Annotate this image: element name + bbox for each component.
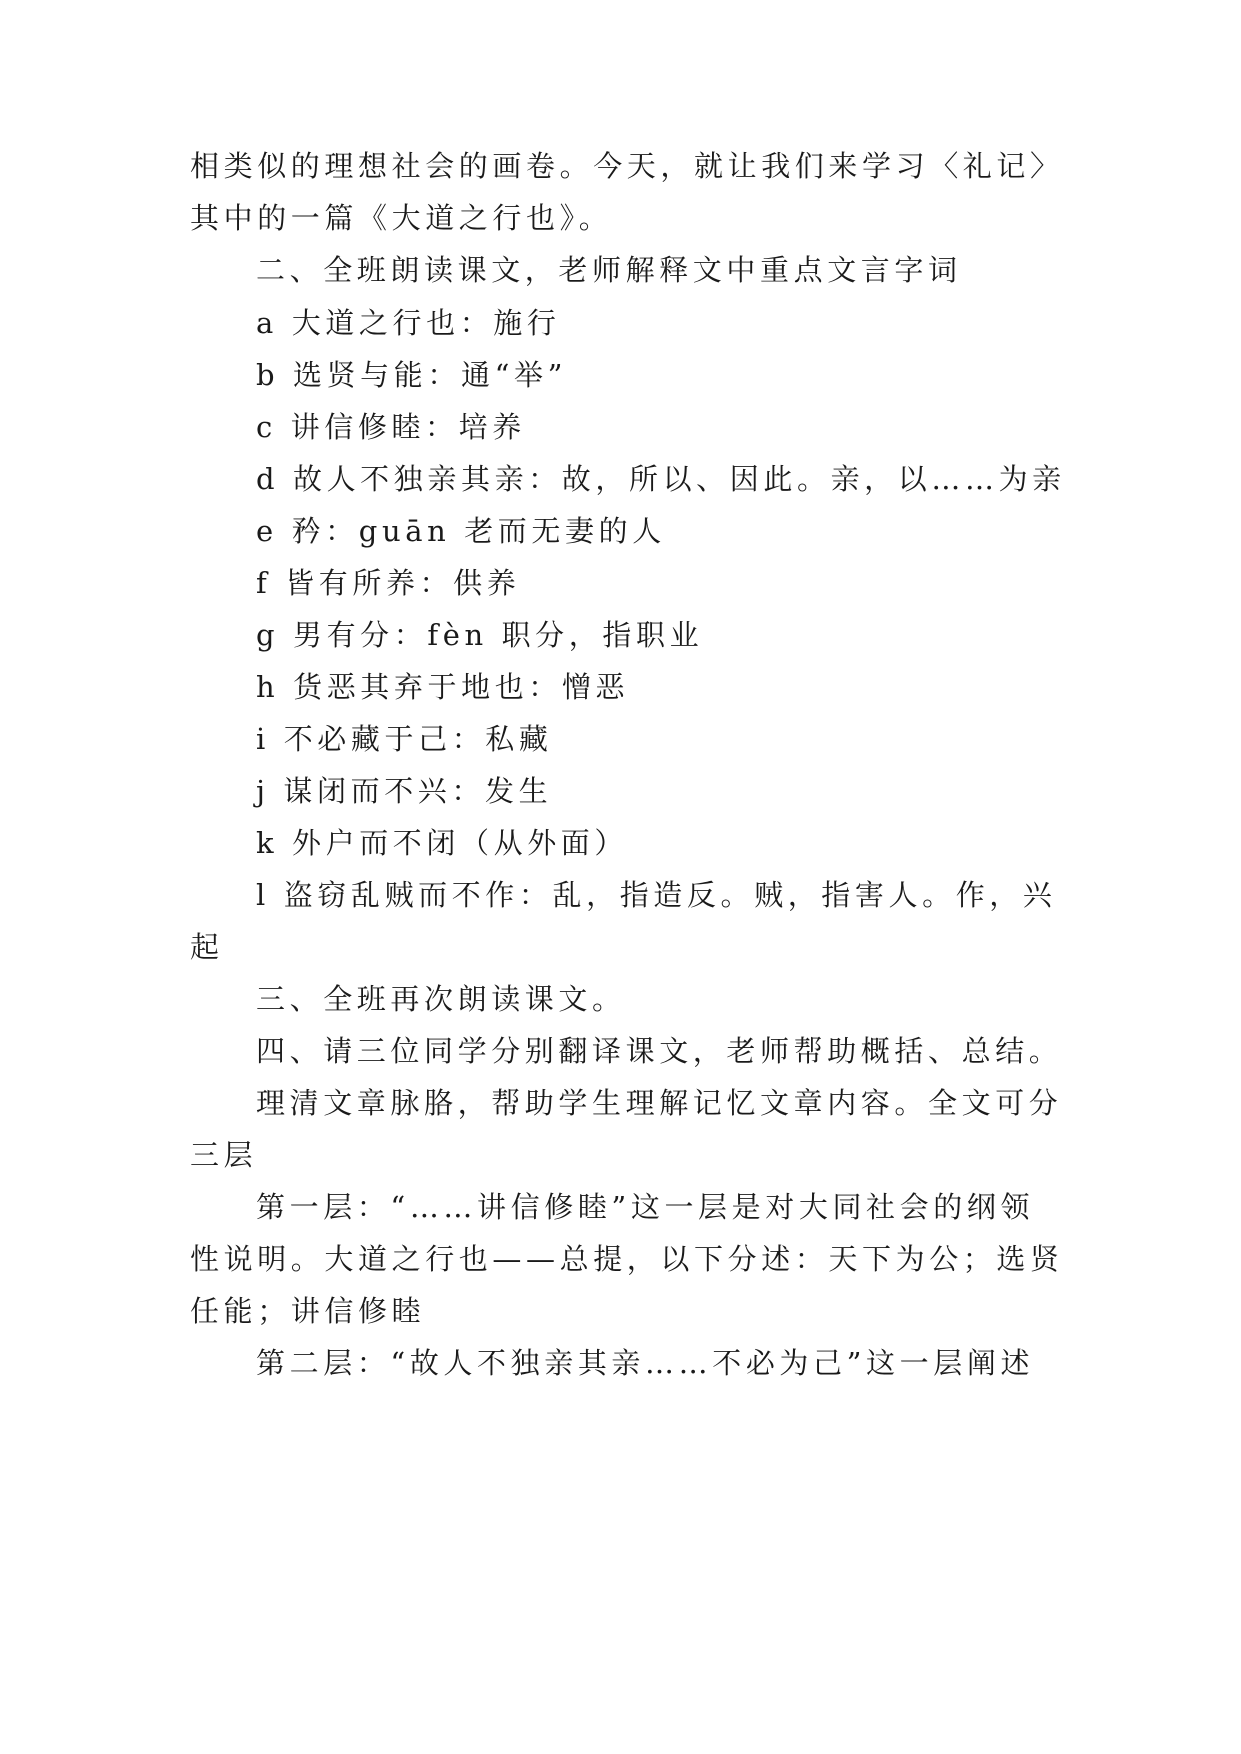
section-heading: 四、请三位同学分别翻译课文，老师帮助概括、总结。 xyxy=(256,1034,1063,1068)
vocab-item: i 不必藏于己：私藏 xyxy=(256,722,553,756)
paragraph-line: 任能；讲信修睦 xyxy=(190,1294,426,1328)
paragraph-line: 起 xyxy=(190,930,224,964)
vocab-item: h 货恶其弃于地也：憎恶 xyxy=(256,670,630,704)
section-heading: 三、全班再次朗读课文。 xyxy=(256,982,626,1016)
paragraph-line: 性说明。大道之行也——总提，以下分述：天下为公；选贤 xyxy=(190,1242,1064,1276)
vocab-item: d 故人不独亲其亲：故，所以、因此。亲，以……为亲 xyxy=(256,462,1066,496)
paragraph-line: 三层 xyxy=(190,1138,258,1172)
paragraph-line: 第二层：“故人不独亲其亲……不必为己”这一层阐述 xyxy=(256,1346,1035,1380)
vocab-item: g 男有分：fèn 职分，指职业 xyxy=(256,618,704,652)
paragraph-line: 相类似的理想社会的画卷。今天，就让我们来学习〈礼记〉 xyxy=(190,149,1064,183)
vocab-item: l 盗窃乱贼而不作：乱，指造反。贼，指害人。作，兴 xyxy=(256,878,1057,912)
vocab-item: b 选贤与能：通“举” xyxy=(256,358,568,392)
vocab-item: c 讲信修睦：培养 xyxy=(256,410,526,444)
vocab-item: a 大道之行也：施行 xyxy=(256,306,561,340)
paragraph-line: 理清文章脉胳，帮助学生理解记忆文章内容。全文可分 xyxy=(256,1086,1063,1120)
vocab-item: j 谋闭而不兴：发生 xyxy=(256,774,553,808)
paragraph-line: 其中的一篇《大道之行也》。 xyxy=(190,201,613,235)
vocab-item: e 矜：guān 老而无妻的人 xyxy=(256,514,666,548)
vocab-item: f 皆有所养：供养 xyxy=(256,566,521,600)
section-heading: 二、全班朗读课文，老师解释文中重点文言字词 xyxy=(256,253,962,287)
vocab-item: k 外户而不闭（从外面） xyxy=(256,826,628,860)
paragraph-line: 第一层：“……讲信修睦”这一层是对大同社会的纲领 xyxy=(256,1190,1035,1224)
